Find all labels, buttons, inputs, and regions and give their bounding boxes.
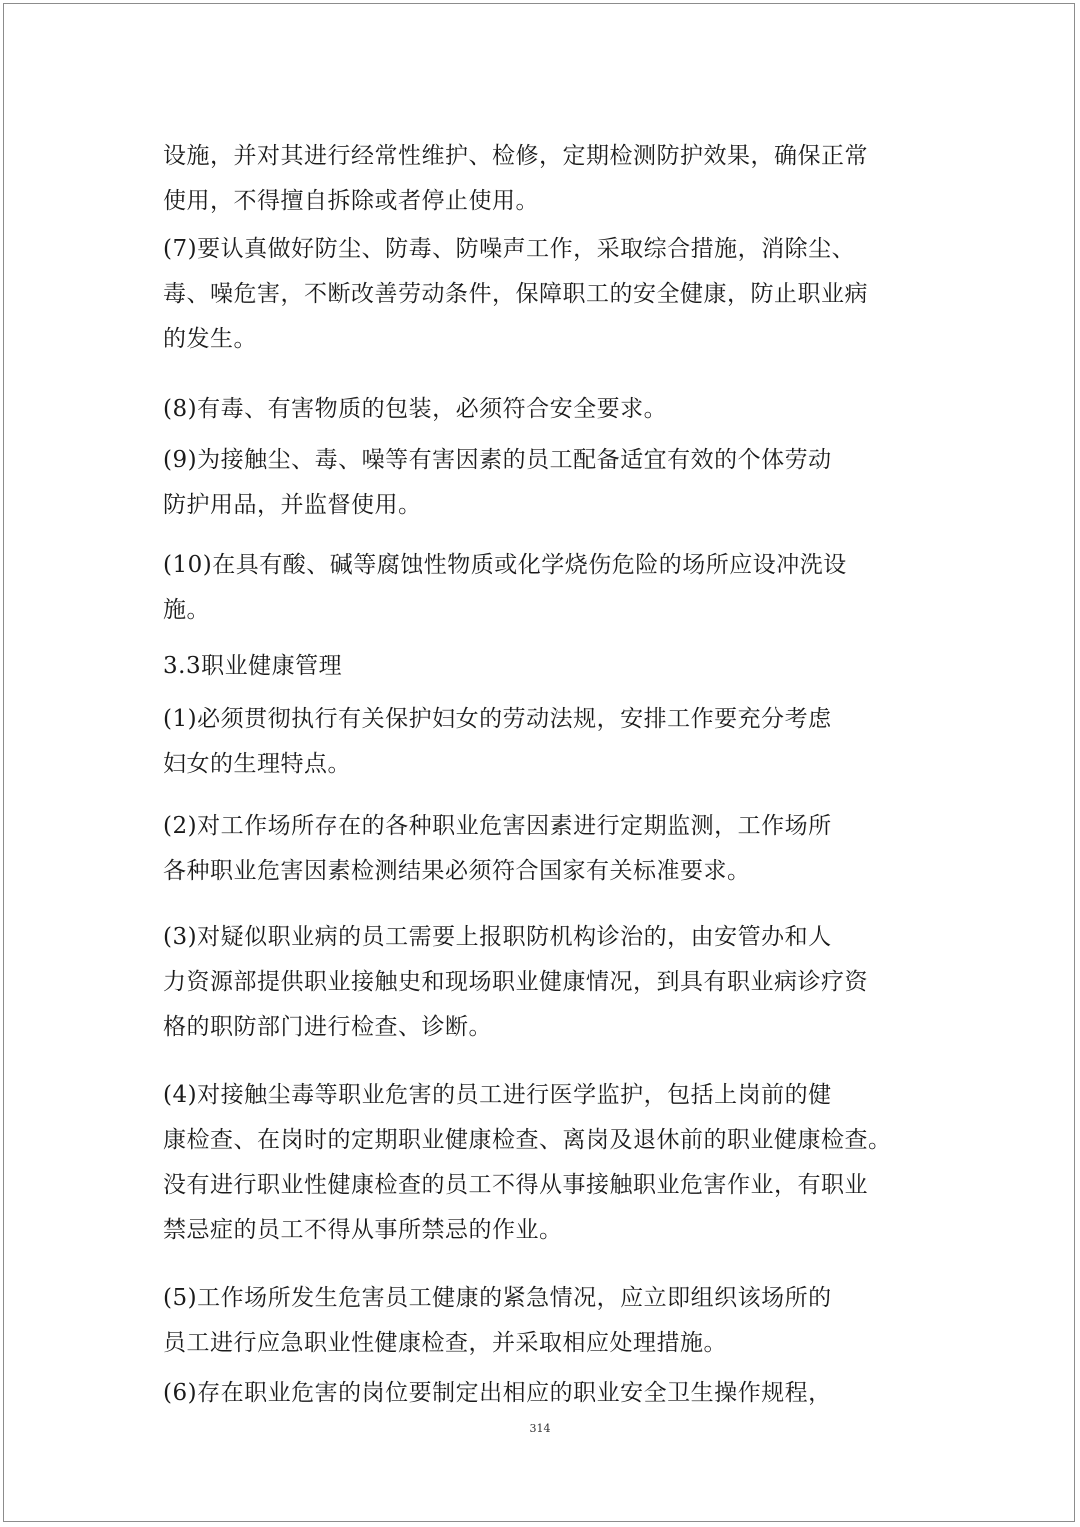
text-line: (10)在具有酸、碱等腐蚀性物质或化学烧伤危险的场所应设冲洗设: [163, 552, 847, 578]
paragraph: [163, 915, 923, 1050]
text-line: (8)有毒、有害物质的包装，必须符合安全要求。: [163, 396, 668, 422]
paragraph: [163, 387, 923, 432]
document-body: [163, 134, 923, 1416]
text-line: (9)为接触尘、毒、噪等有害因素的员工配备适宜有效的个体劳动: [163, 447, 832, 473]
text-line: 各种职业危害因素检测结果必须符合国家有关标准要求。: [163, 858, 751, 884]
text-line: 员工进行应急职业性健康检查，并采取相应处理措施。: [163, 1330, 727, 1356]
text-line: 格的职防部门进行检查、诊断。: [163, 1014, 492, 1040]
text-line: (5)工作场所发生危害员工健康的紧急情况，应立即组织该场所的: [163, 1285, 832, 1311]
text-line: 妇女的生理特点。: [163, 751, 351, 777]
paragraph: [163, 1371, 923, 1416]
text-line: 3.3职业健康管理: [163, 653, 343, 679]
paragraph: [163, 134, 923, 224]
text-line: 毒、噪危害，不断改善劳动条件，保障职工的安全健康，防止职业病: [163, 281, 868, 307]
text-line: 的发生。: [163, 326, 257, 352]
text-line: 力资源部提供职业接触史和现场职业健康情况，到具有职业病诊疗资: [163, 969, 868, 995]
text-line: 施。: [163, 597, 210, 623]
text-line: (6)存在职业危害的岗位要制定出相应的职业安全卫生操作规程，: [163, 1380, 832, 1406]
text-line: (2)对工作场所存在的各种职业危害因素进行定期监测，工作场所: [163, 813, 832, 839]
text-line: (1)必须贯彻执行有关保护妇女的劳动法规，安排工作要充分考虑: [163, 706, 832, 732]
text-line: 使用，不得擅自拆除或者停止使用。: [163, 188, 539, 214]
text-line: (3)对疑似职业病的员工需要上报职防机构诊治的，由安管办和人: [163, 924, 832, 950]
paragraph: [163, 1276, 923, 1366]
text-line: 禁忌症的员工不得从事所禁忌的作业。: [163, 1217, 563, 1243]
paragraph: [163, 543, 923, 633]
text-line: 没有进行职业性健康检查的员工不得从事接触职业危害作业，有职业: [163, 1172, 868, 1198]
text-line: 设施，并对其进行经常性维护、检修，定期检测防护效果，确保正常: [163, 143, 868, 169]
text-line: 防护用品，并监督使用。: [163, 492, 422, 518]
page-number: 314: [529, 1422, 551, 1435]
text-line: (4)对接触尘毒等职业危害的员工进行医学监护，包括上岗前的健: [163, 1082, 832, 1108]
section-heading: [163, 644, 923, 689]
paragraph: [163, 438, 923, 528]
text-line: 康检查、在岗时的定期职业健康检查、离岗及退休前的职业健康检查。: [163, 1127, 892, 1153]
paragraph: [163, 697, 923, 787]
text-line: (7)要认真做好防尘、防毒、防噪声工作，采取综合措施，消除尘、: [163, 236, 856, 262]
paragraph: [163, 227, 923, 362]
paragraph: [163, 1073, 923, 1253]
paragraph: [163, 804, 923, 894]
